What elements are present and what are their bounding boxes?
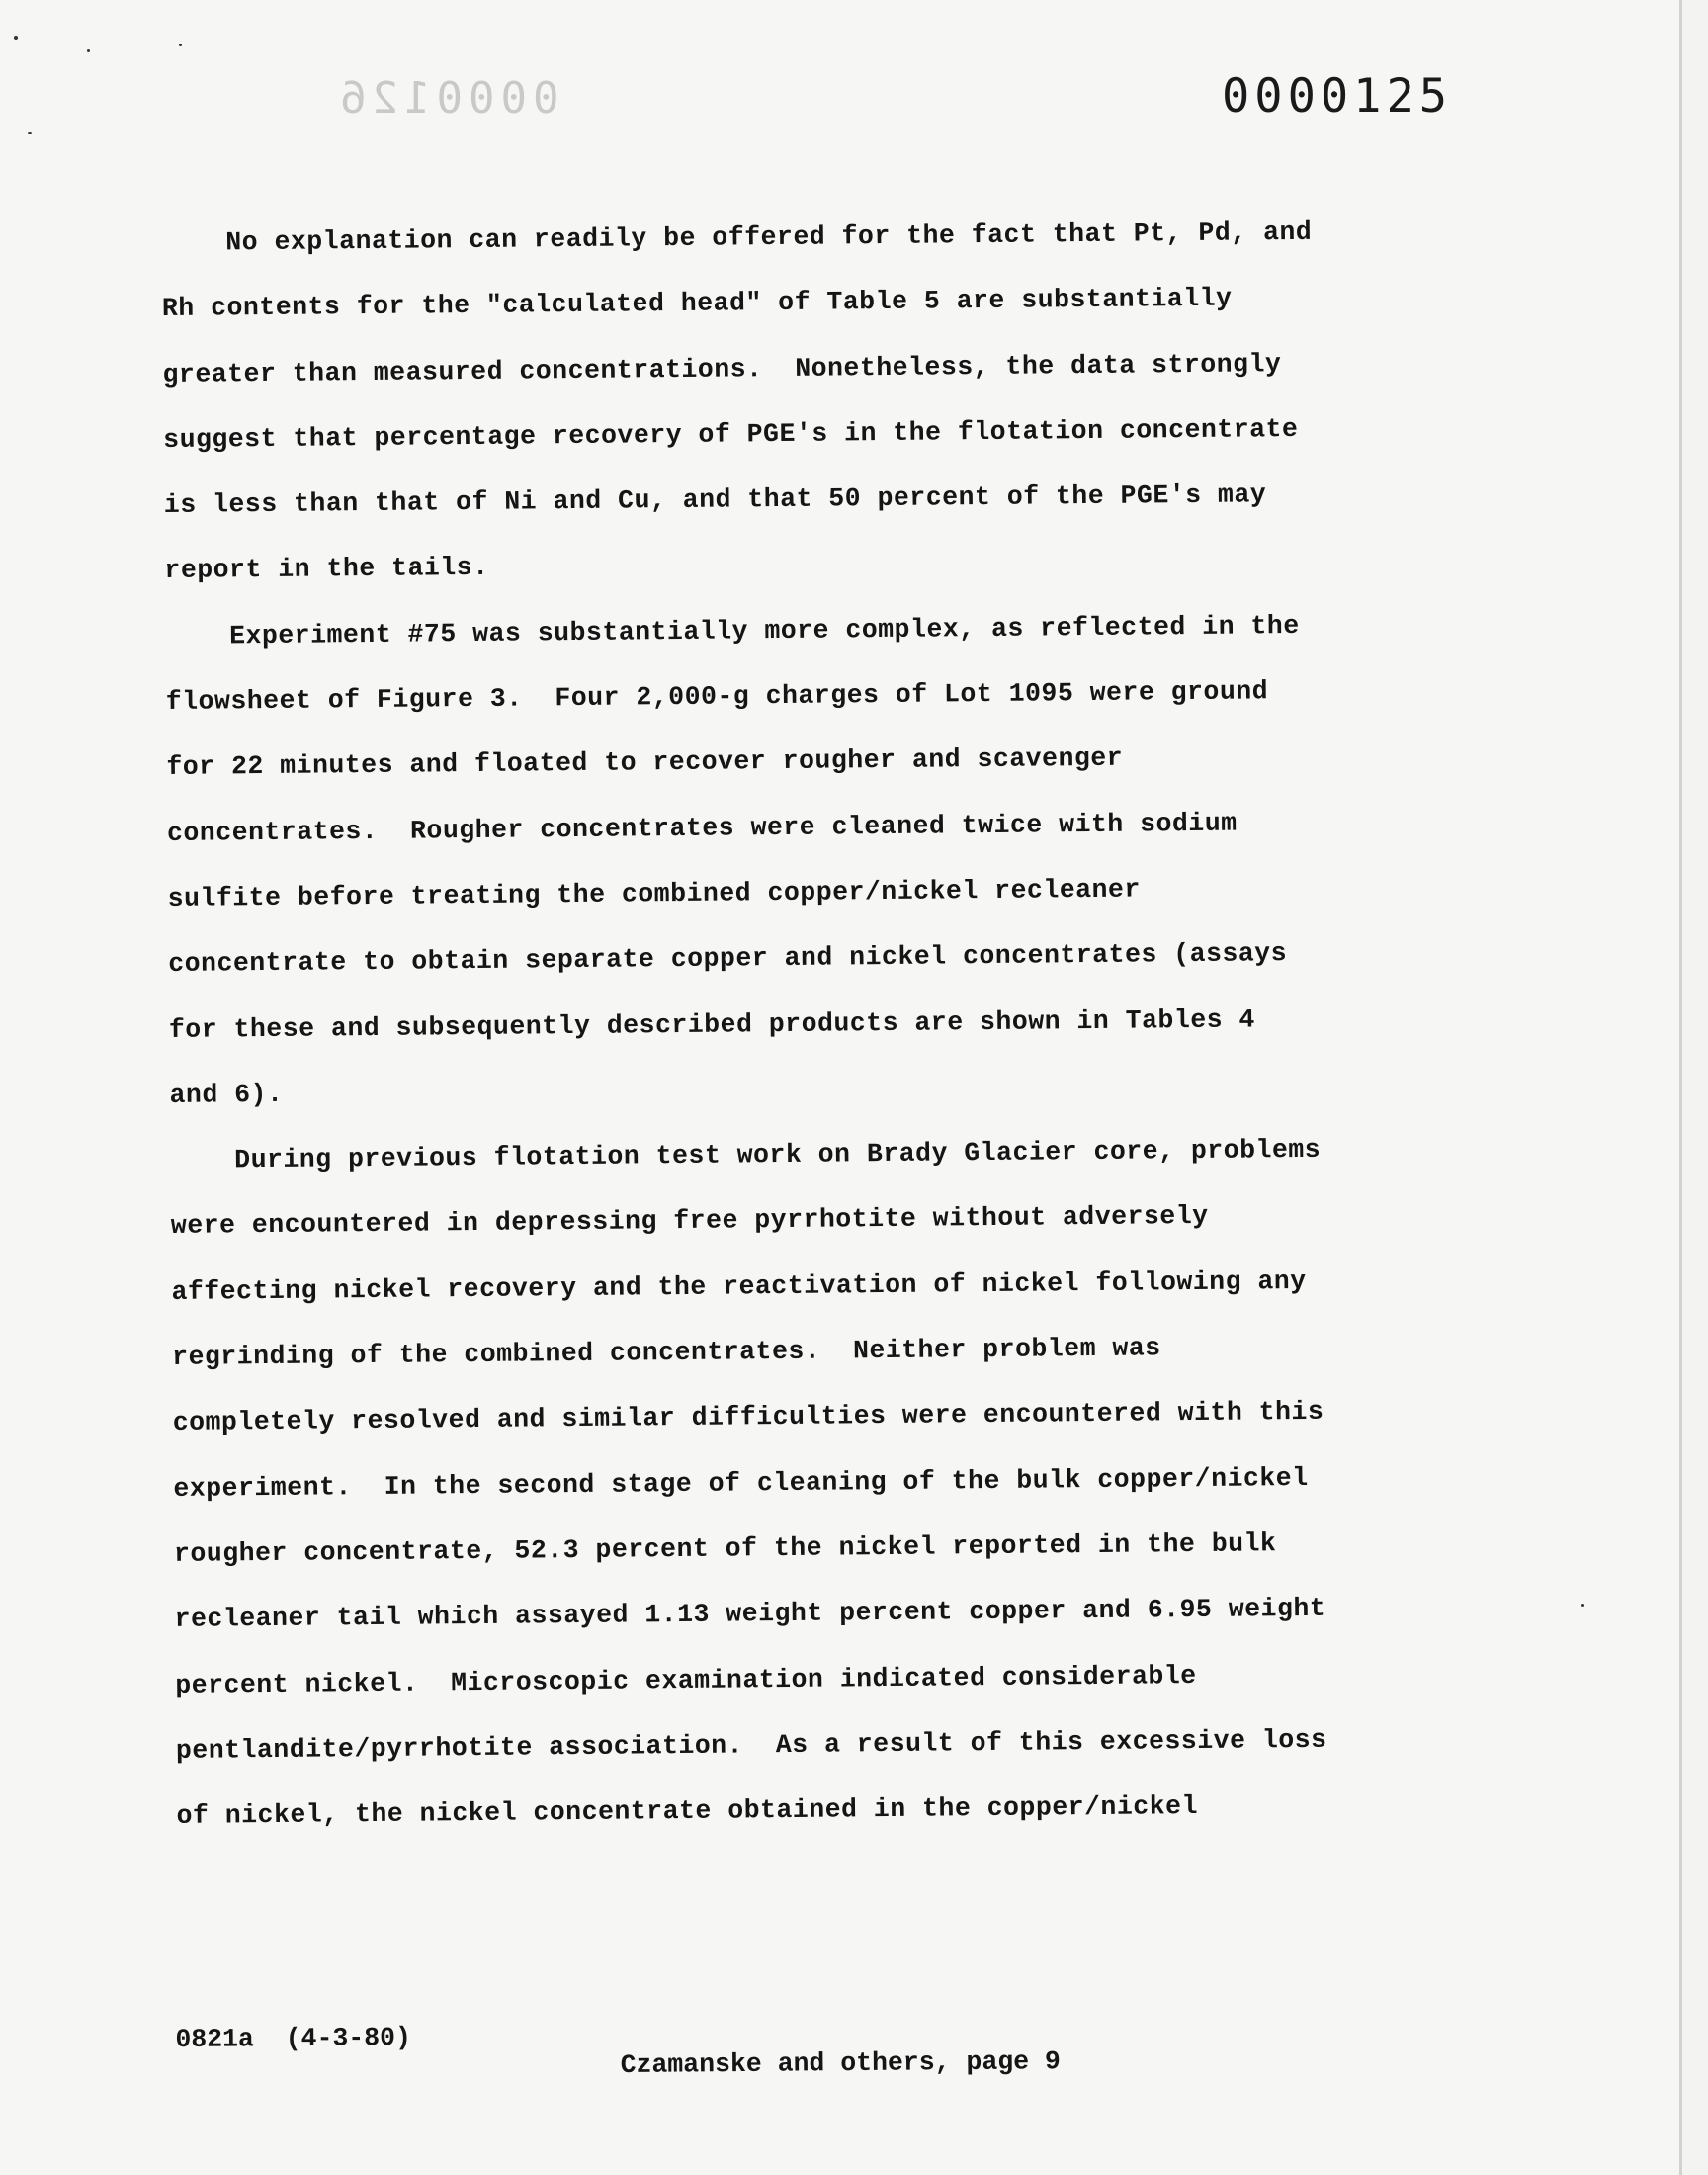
footer-citation: Czamanske and others, page 9 — [620, 2046, 1062, 2081]
text-line: for 22 minutes and floated to recover rougher and scavenger — [166, 743, 1124, 783]
text-line: greater than measured concentrations. Nonetheless, the data strongly — [162, 348, 1282, 390]
text-line: pentlandite/pyrrhotite association. As a result of this excessive loss — [175, 1724, 1327, 1766]
text-line: experiment. In the second stage of cleaning of the bulk copper/nickel — [173, 1462, 1309, 1504]
text-line: sulfite before treating the combined copper/nickel recleaner — [167, 874, 1141, 914]
text-line: is less than that of Ni and Cu, and that 50 percent of the PGE's may — [163, 479, 1267, 521]
text-line: recleaner tail which assayed 1.13 weight percent copper and 6.95 weight — [174, 1593, 1326, 1635]
page-footer — [175, 1985, 1263, 2114]
text-line: of nickel, the nickel concentrate obtained in the copper/nickel — [176, 1791, 1199, 1832]
scan-speck — [1581, 1604, 1584, 1607]
text-line: and 6). — [169, 1079, 284, 1110]
paragraph-1 — [161, 199, 1381, 604]
text-line: regrinding of the combined concentrates. Neither problem was — [171, 1333, 1161, 1372]
text-line: were encountered in depressing free pyrrhotite without adversely — [170, 1201, 1209, 1242]
text-line: Rh contents for the "calculated head" of Table 5 are substantially — [161, 283, 1233, 324]
scan-speck — [179, 44, 182, 46]
text-line: rougher concentrate, 52.3 percent of the nickel reported in the bulk — [173, 1528, 1277, 1569]
document-code: 0821a (4-3-80) — [175, 2022, 412, 2054]
text-line: report in the tails. — [164, 553, 489, 586]
text-line: During previous flotation test work on Brady Glacier core, problems — [234, 1134, 1322, 1175]
bleed-through-page-number: 0000126 — [334, 73, 559, 124]
text-line: concentrate to obtain separate copper and nickel concentrates (assays — [168, 938, 1288, 980]
text-line: flowsheet of Figure 3. Four 2,000-g charges of Lot 1095 were ground — [165, 676, 1269, 718]
text-line: for these and subsequently described products are shown in Tables 4 — [168, 1003, 1256, 1045]
text-line: percent nickel. Microscopic examination indicated considerable — [175, 1660, 1197, 1700]
body-text — [161, 199, 1393, 1849]
text-line: concentrates. Rougher concentrates were cleaned twice with sodium — [166, 808, 1238, 848]
scan-speck — [14, 36, 18, 40]
text-line: Experiment #75 was substantially more complex, as reflected in the — [228, 610, 1300, 652]
text-line: completely resolved and similar difficulties were encountered with this — [172, 1397, 1324, 1438]
paragraph-3 — [170, 1116, 1393, 1849]
text-line: suggest that percentage recovery of PGE's in the flotation concentrate — [163, 413, 1299, 455]
page-number: 0000125 — [1222, 69, 1453, 124]
text-line: affecting nickel recovery and the reactivation of nickel following any — [171, 1265, 1307, 1307]
text-line: No explanation can readily be offered for the fact that Pt, Pd, and — [225, 217, 1313, 258]
paragraph-2 — [165, 592, 1386, 1128]
scan-speck — [28, 132, 32, 134]
scan-speck — [87, 49, 90, 52]
